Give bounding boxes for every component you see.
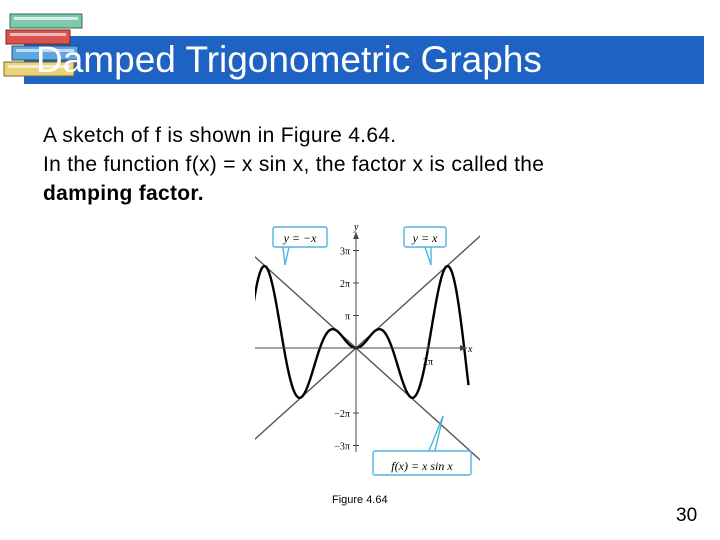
slide-title: Damped Trigonometric Graphs [36, 39, 542, 80]
y-axis-arrow [353, 232, 359, 239]
body-line-2: In the function f(x) = x sin x, the factor x is called the [43, 153, 545, 176]
y-tick-label-2: π [344, 311, 350, 323]
callout-y-neg-x-pointer [283, 247, 285, 265]
y-tick-label-1: 2π [339, 279, 350, 291]
figure-caption: Figure 4.64 [332, 494, 388, 506]
callout-y-x-pointer [425, 247, 431, 265]
callout-y-neg-x-text: y = −x [283, 231, 317, 245]
callout-y-neg-x-pointer-2 [285, 247, 289, 265]
body-line-1: A sketch of f is shown in Figure 4.64. [43, 124, 397, 147]
y-tick-label-0: 3π [339, 246, 350, 258]
function-graph [255, 220, 480, 480]
y-tick-label-4: −3π [334, 441, 350, 453]
callout-y-x-text: y = x [412, 231, 438, 245]
x-tick-label-0: 2π [423, 357, 434, 368]
callout-f-text: f(x) = x sin x [391, 459, 453, 473]
page-number: 30 [676, 505, 698, 526]
body-line-3: damping factor. [43, 182, 204, 205]
y-axis-label: y [354, 222, 359, 233]
body-text [43, 121, 683, 208]
y-tick-label-3: −2π [334, 408, 350, 420]
x-axis-label: x [468, 344, 473, 355]
